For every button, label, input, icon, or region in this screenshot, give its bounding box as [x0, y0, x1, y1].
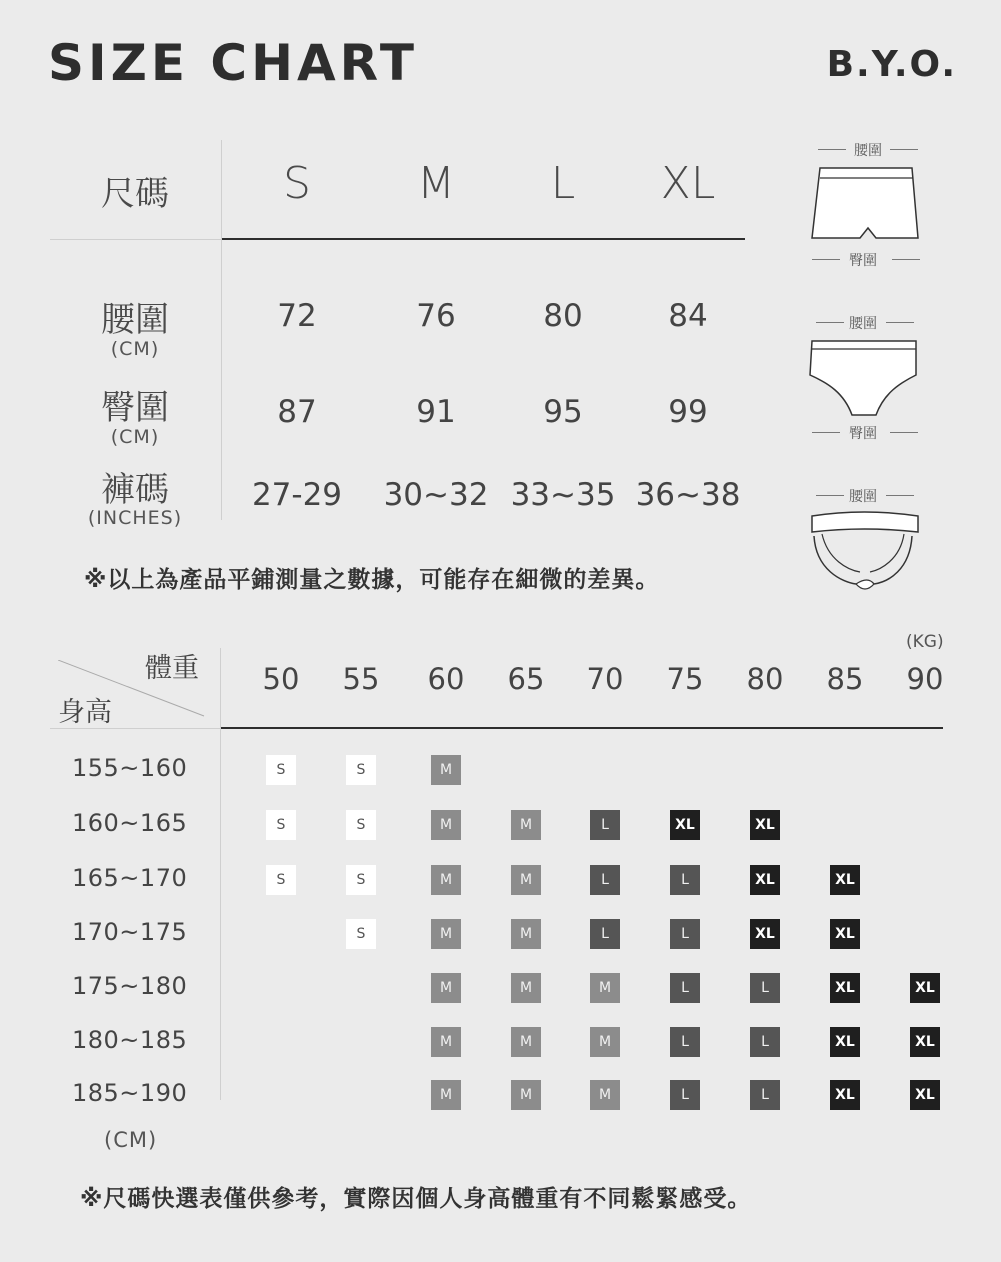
height-label: 160~165 — [72, 809, 188, 837]
size-badge-s: S — [346, 865, 376, 895]
size-picker-note: ※尺碼快選表僅供參考，實際因個人身高體重有不同鬆緊感受。 — [80, 1186, 752, 1212]
weight-axis-label: 體重 — [145, 653, 199, 684]
height-label: 170~175 — [72, 918, 188, 946]
size-badge-m: M — [590, 973, 620, 1003]
pant-size-value: 33~35 — [510, 477, 616, 513]
hip-value: 91 — [416, 394, 456, 430]
jockstrap-waist-label: 腰圍 — [849, 489, 877, 505]
brand-logo: B.Y.O. — [826, 44, 957, 85]
weight-header-90: 90 — [906, 662, 944, 696]
waist-value: 76 — [416, 298, 456, 334]
hip-unit: (CM) — [110, 426, 160, 448]
table2-header-rule — [221, 727, 943, 729]
size-badge-m: M — [590, 1080, 620, 1110]
waist-unit: (CM) — [110, 338, 160, 360]
size-badge-l: L — [670, 1080, 700, 1110]
height-label: 165~170 — [72, 864, 188, 892]
size-badge-xl: XL — [830, 919, 860, 949]
size-badge-s: S — [266, 755, 296, 785]
pant-size-value: 27-29 — [251, 477, 343, 513]
size-badge-m: M — [431, 810, 461, 840]
size-badge-m: M — [431, 1027, 461, 1057]
size-badge-m: M — [511, 973, 541, 1003]
page-title: SIZE CHART — [48, 34, 419, 92]
pant-size-value: 36~38 — [635, 477, 741, 513]
boxer-diagram — [808, 140, 928, 270]
hip-value: 87 — [277, 394, 317, 430]
height-unit: (CM) — [104, 1128, 158, 1152]
table1-divider — [221, 140, 222, 520]
measurement-note: ※以上為產品平鋪測量之數據，可能存在細微的差異。 — [84, 567, 660, 593]
size-badge-m: M — [590, 1027, 620, 1057]
size-badge-m: M — [511, 1080, 541, 1110]
weight-header-80: 80 — [746, 662, 784, 696]
size-label: 尺碼 — [101, 174, 169, 214]
waist-value: 84 — [668, 298, 708, 334]
pant-size-unit: (INCHES) — [87, 507, 183, 529]
size-badge-xl: XL — [910, 973, 940, 1003]
size-header-m: M — [417, 158, 455, 209]
weight-header-55: 55 — [342, 662, 380, 696]
size-badge-l: L — [670, 973, 700, 1003]
boxer-hip-label: 臀圍 — [849, 253, 877, 269]
size-badge-m: M — [431, 1080, 461, 1110]
size-badge-xl: XL — [830, 1080, 860, 1110]
size-badge-xl: XL — [830, 1027, 860, 1057]
size-badge-xl: XL — [750, 919, 780, 949]
brief-hip-label: 臀圍 — [849, 426, 877, 442]
size-badge-s: S — [266, 810, 296, 840]
height-label: 180~185 — [72, 1026, 188, 1054]
size-badge-l: L — [750, 1027, 780, 1057]
height-axis-label: 身高 — [58, 697, 112, 728]
brief-icon — [808, 337, 928, 419]
size-badge-xl: XL — [670, 810, 700, 840]
weight-header-75: 75 — [666, 662, 704, 696]
boxer-waist-label: 腰圍 — [854, 143, 882, 159]
table1-label-rule — [50, 239, 222, 240]
brief-waist-label: 腰圍 — [849, 316, 877, 332]
size-badge-l: L — [670, 865, 700, 895]
weight-header-85: 85 — [826, 662, 864, 696]
hip-value: 95 — [543, 394, 583, 430]
size-badge-l: L — [670, 919, 700, 949]
size-badge-xl: XL — [910, 1027, 940, 1057]
size-badge-l: L — [750, 1080, 780, 1110]
size-badge-l: L — [590, 865, 620, 895]
size-badge-s: S — [346, 810, 376, 840]
size-badge-m: M — [511, 865, 541, 895]
weight-header-60: 60 — [427, 662, 465, 696]
size-badge-l: L — [590, 919, 620, 949]
table2-divider — [220, 648, 221, 1100]
pant-size-label: 褲碼 — [101, 470, 169, 510]
size-badge-m: M — [511, 919, 541, 949]
size-badge-xl: XL — [830, 865, 860, 895]
weight-header-50: 50 — [262, 662, 300, 696]
size-header-xl: XL — [660, 158, 716, 209]
height-label: 175~180 — [72, 972, 188, 1000]
jockstrap-diagram — [808, 486, 928, 596]
brief-diagram — [808, 313, 928, 443]
hip-label: 臀圍 — [101, 388, 169, 428]
size-badge-l: L — [670, 1027, 700, 1057]
size-badge-m: M — [511, 1027, 541, 1057]
size-badge-m: M — [431, 973, 461, 1003]
size-badge-xl: XL — [830, 973, 860, 1003]
hip-value: 99 — [668, 394, 708, 430]
waist-value: 72 — [277, 298, 317, 334]
weight-header-70: 70 — [586, 662, 624, 696]
size-badge-m: M — [431, 755, 461, 785]
size-badge-xl: XL — [750, 810, 780, 840]
size-badge-l: L — [750, 973, 780, 1003]
weight-header-65: 65 — [507, 662, 545, 696]
size-badge-xl: XL — [750, 865, 780, 895]
weight-unit: (KG) — [906, 632, 944, 652]
size-header-s: S — [283, 158, 311, 209]
height-label: 185~190 — [72, 1079, 188, 1107]
size-header-l: L — [550, 158, 576, 209]
waist-label: 腰圍 — [101, 300, 169, 340]
pant-size-value: 30~32 — [383, 477, 489, 513]
jockstrap-icon — [808, 510, 928, 594]
size-badge-s: S — [346, 755, 376, 785]
size-badge-m: M — [431, 919, 461, 949]
size-badge-m: M — [511, 810, 541, 840]
size-badge-s: S — [266, 865, 296, 895]
size-badge-m: M — [431, 865, 461, 895]
height-label: 155~160 — [72, 754, 188, 782]
size-badge-l: L — [590, 810, 620, 840]
table1-header-rule — [222, 238, 745, 240]
size-badge-xl: XL — [910, 1080, 940, 1110]
size-badge-s: S — [346, 919, 376, 949]
waist-value: 80 — [543, 298, 583, 334]
boxer-icon — [808, 164, 928, 250]
